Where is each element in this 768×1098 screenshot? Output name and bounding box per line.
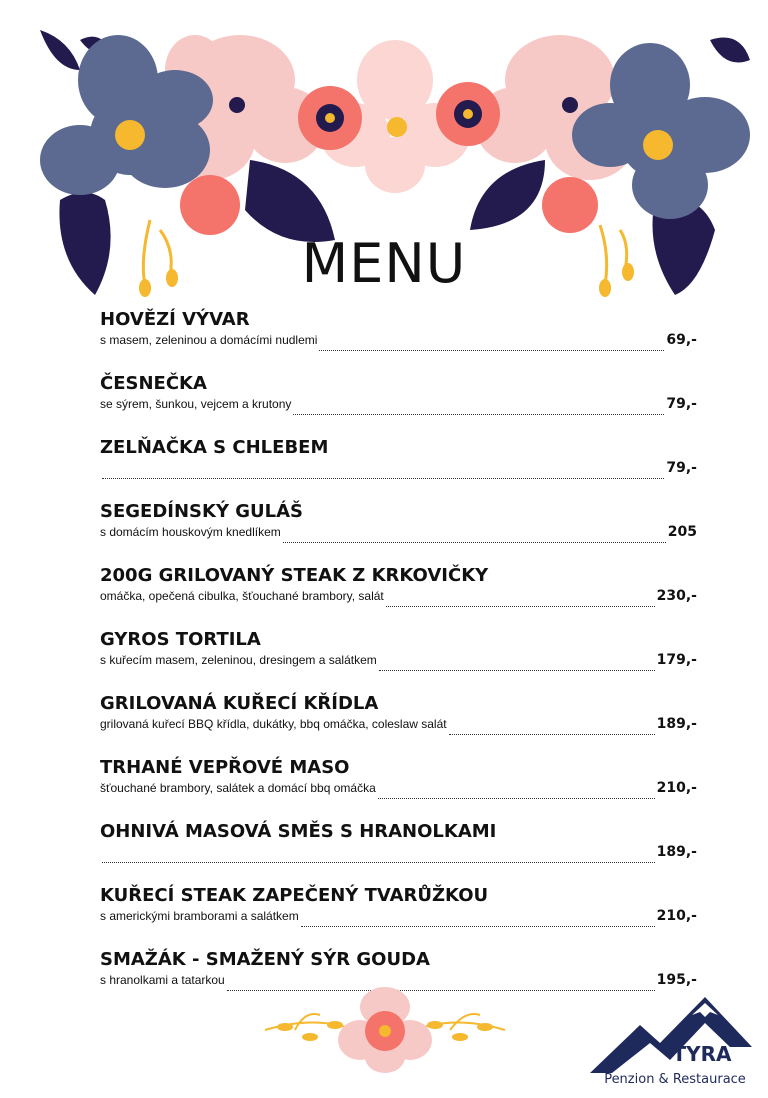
floral-decoration-bottom	[255, 985, 515, 1075]
menu-title: MENU	[301, 232, 467, 295]
dish-name: KUŘECÍ STEAK ZAPEČENÝ TVARŮŽKOU	[100, 885, 489, 906]
menu-item	[100, 692, 697, 756]
dish-description: šťouchané brambory, salátek a domácí bbq omáčka	[100, 781, 376, 795]
menu-list	[100, 308, 697, 1012]
dish-name: ZELŇAČKA S CHLEBEM	[100, 437, 329, 458]
dish-name: 200G GRILOVANÝ STEAK Z KRKOVIČKY	[100, 565, 489, 586]
menu-item	[100, 308, 697, 372]
dish-price: 189,-	[656, 844, 697, 860]
dish-name: HOVĚZÍ VÝVAR	[100, 309, 250, 330]
menu-item	[100, 436, 697, 500]
dish-price: 210,-	[656, 908, 697, 924]
dish-price: 189,-	[656, 716, 697, 732]
menu-item	[100, 820, 697, 884]
dish-price: 210,-	[656, 780, 697, 796]
logo-name: TYRA	[672, 1042, 732, 1066]
dish-description: s domácím houskovým knedlíkem	[100, 525, 281, 539]
menu-item	[100, 372, 697, 436]
dish-description: s masem, zeleninou a domácími nudlemi	[100, 333, 318, 347]
menu-item	[100, 884, 697, 948]
dish-name: ČESNEČKA	[100, 373, 207, 394]
dish-price: 205	[667, 524, 697, 540]
dish-description: s americkými bramborami a salátkem	[100, 909, 299, 923]
dish-description: grilovaná kuřecí BBQ křídla, dukátky, bbq omáčka, coleslaw salát	[100, 717, 447, 731]
tyra-logo	[580, 985, 760, 1090]
menu-item	[100, 756, 697, 820]
dish-name: TRHANÉ VEPŘOVÉ MASO	[100, 757, 350, 778]
dish-price: 230,-	[656, 588, 697, 604]
menu-item	[100, 628, 697, 692]
dish-price: 179,-	[656, 652, 697, 668]
dish-name: SEGEDÍNSKÝ GULÁŠ	[100, 501, 304, 522]
dish-name: GYROS TORTILA	[100, 629, 261, 650]
dish-price: 79,-	[666, 396, 697, 412]
dish-name: GRILOVANÁ KUŘECÍ KŘÍDLA	[100, 693, 379, 714]
dish-price: 79,-	[666, 460, 697, 476]
logo-subtitle: Penzion & Restaurace	[604, 1072, 746, 1087]
dish-price: 195,-	[656, 972, 697, 988]
dish-name: OHNIVÁ MASOVÁ SMĚS S HRANOLKAMI	[100, 821, 497, 842]
dish-description: s hranolkami a tatarkou	[100, 973, 225, 987]
menu-item	[100, 564, 697, 628]
dish-description: omáčka, opečená cibulka, šťouchané brambory, salát	[100, 589, 384, 603]
dish-price: 69,-	[666, 332, 697, 348]
dish-name: SMAŽÁK - SMAŽENÝ SÝR GOUDA	[100, 949, 430, 970]
menu-item	[100, 500, 697, 564]
dish-description: s kuřecím masem, zeleninou, dresingem a salátkem	[100, 653, 377, 667]
dish-description: se sýrem, šunkou, vejcem a krutony	[100, 397, 292, 411]
